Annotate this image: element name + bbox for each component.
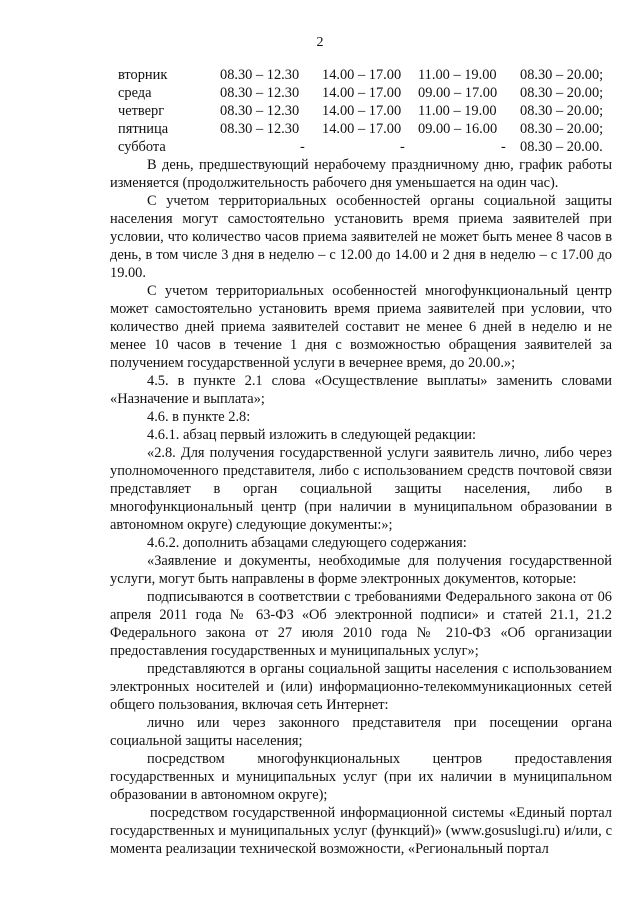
paragraph: 4.6. в пункте 2.8: (147, 409, 251, 425)
schedule-day: четверг (118, 103, 165, 119)
schedule-cell: - (400, 139, 405, 155)
schedule-row (110, 84, 622, 102)
schedule-cell: 08.30 – 20.00; (520, 121, 604, 137)
schedule-cell: 09.00 – 16.00 (418, 121, 498, 137)
schedule-cell: - (501, 139, 506, 155)
paragraph: посредством многофункциональных центров предоставления государственных и муниципальных услуг (при их наличии в муниципальном образовании в автономном округе); (110, 751, 612, 803)
paragraph: «Заявление и документы, необходимые для получения государственной услуги, могут быть направлены в форме электронных документов, которые: (110, 553, 612, 587)
schedule-cell: 08.30 – 12.30 (220, 67, 300, 83)
paragraph: 4.6.2. дополнить абзацами следующего содержания: (147, 535, 467, 551)
schedule-day: вторник (118, 67, 168, 83)
schedule-cell: 08.30 – 12.30 (220, 85, 300, 101)
schedule-row (110, 120, 622, 138)
paragraph: подписываются в соответствии с требованиями Федерального закона от 06 апреля 2011 года № 63-ФЗ «Об электронной подписи» и статей 21.1, 21.2 Федерального закона от 27 июля 2010 года № 210-ФЗ «Об организации предоставления государственных и муниципальных услуг»; (110, 589, 612, 659)
paragraph: 4.5. в пункте 2.1 слова «Осуществление выплаты» заменить словами «Назначение и выплата»; (110, 373, 612, 407)
schedule-cell: 11.00 – 19.00 (418, 67, 497, 83)
schedule-cell: 08.30 – 20.00. (520, 139, 603, 155)
schedule-cell: - (300, 139, 305, 155)
page-number: 2 (316, 35, 324, 50)
schedule-cell: 08.30 – 12.30 (220, 103, 300, 119)
paragraph: 4.6.1. абзац первый изложить в следующей редакции: (147, 427, 476, 443)
schedule-cell: 14.00 – 17.00 (322, 121, 402, 137)
paragraph: представляются в органы социальной защиты населения с использованием электронных носителей и (или) информационно-телекоммуникационных сетей общего пользования, включая сеть Интернет: (110, 661, 612, 713)
schedule-cell: 11.00 – 19.00 (418, 103, 497, 119)
paragraph: посредством государственной информационной системы «Единый портал государственных и муниципальных услуг (функций)» (www.gosuslugi.ru) и/или, с момента реализации технической возможности, «Региональный портал (110, 805, 612, 857)
schedule-cell: 08.30 – 20.00; (520, 67, 604, 83)
schedule-cell: 08.30 – 20.00; (520, 103, 604, 119)
schedule-cell: 08.30 – 12.30 (220, 121, 300, 137)
schedule-row (110, 66, 622, 84)
schedule-cell: 14.00 – 17.00 (322, 67, 402, 83)
schedule-cell: 14.00 – 17.00 (322, 103, 402, 119)
paragraph: В день, предшествующий нерабочему праздничному дню, график работы изменяется (продолжительность рабочего дня уменьшается на один час). (110, 157, 612, 191)
schedule-day: среда (118, 85, 152, 101)
schedule-row (110, 138, 622, 156)
schedule-cell: 08.30 – 20.00; (520, 85, 604, 101)
schedule-day: пятница (118, 121, 169, 137)
paragraph: «2.8. Для получения государственной услуги заявитель лично, либо через уполномоченного представителя, либо с использованием средств почтовой связи представляет в орган социальной защиты населения, либо в многофункциональный центр (при наличии в муниципальном образовании в автономном округе) следующие документы:»; (110, 445, 612, 533)
schedule-day: суббота (118, 139, 166, 155)
schedule-cell: 09.00 – 17.00 (418, 85, 498, 101)
schedule-row (110, 102, 622, 120)
paragraph: лично или через законного представителя при посещении органа социальной защиты населения; (110, 715, 612, 749)
paragraph: С учетом территориальных особенностей многофункциональный центр может самостоятельно установить время приема заявителей при условии, что количество дней приема заявителей составит не менее 6 дней в неделю и не менее 10 часов в течение 1 дня с возможностью обращения заявителей за получением государственной услуги в вечернее время, до 20.00.»; (110, 283, 612, 371)
schedule-table (110, 66, 622, 156)
paragraph: С учетом территориальных особенностей органы социальной защиты населения могут самостоятельно установить время приема заявителей при условии, что количество часов приема заявителей не может быть менее 8 часов в день, в том числе 3 дня в неделю – с 12.00 до 14.00 и 2 дня в неделю – с 17.00 до 19.00. (110, 193, 612, 281)
schedule-cell: 14.00 – 17.00 (322, 85, 402, 101)
document-body (110, 156, 612, 858)
